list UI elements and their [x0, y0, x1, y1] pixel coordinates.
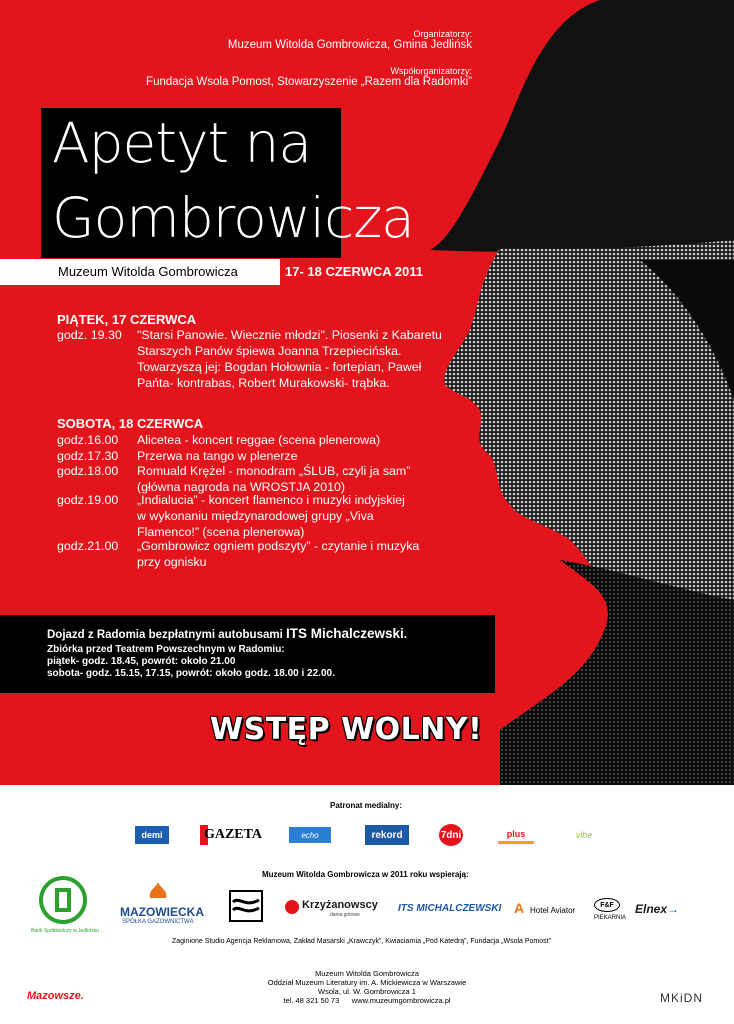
saturday-desc: [137, 432, 487, 448]
mazowsze-logo: Mazowsze.: [27, 990, 84, 1002]
footer-contact: [0, 996, 734, 1005]
saturday-desc-line: przy ognisku: [137, 555, 207, 569]
mazowiecka-flame-icon: [146, 880, 170, 900]
media-heading: Patronat medialny:: [330, 801, 403, 810]
transport-meeting: Zbiórka przed Teatrem Powszechnym w Radomiu:: [47, 644, 285, 655]
friday-desc-line: Pańta- kontrabas, Robert Murakowski- trąbka.: [137, 376, 390, 390]
other-sponsors: Zaginione Studio Agencja Reklamowa, Zakład Masarski „Krawczyk”, Kwiaciarnia „Pod Katedrą”, Fundacja „Wsola Pomost”: [172, 938, 551, 945]
piekarnia-name: PIEKARNIA: [594, 915, 627, 921]
footer-line: Wsola, ul. W. Gombrowicza 1: [318, 987, 416, 996]
friday-desc-line: Towarzyszą jej: Bogdan Hołownia - fortepian, Paweł: [137, 360, 422, 374]
bank-emblem-icon: [34, 874, 92, 926]
media-logo: rekord: [365, 825, 409, 845]
saturday-time: godz.17.30: [57, 449, 119, 463]
footer-line: Oddział Muzeum Literatury im. A. Mickiewicza w Warszawie: [267, 978, 467, 987]
wave-logo: [229, 890, 263, 922]
media-logo: echo: [289, 827, 331, 843]
event-dates: 17- 18 CZERWCA 2011: [285, 264, 424, 279]
saturday-time: godz.18.00: [57, 464, 119, 478]
piekarnia-emblem-icon: F&F: [594, 898, 620, 912]
friday-time: godz. 19.30: [57, 328, 122, 342]
saturday-desc-line: „Indialucia” - koncert flamenco i muzyki indyjskiej: [137, 493, 405, 507]
its-logo: ITS MICHALCZEWSKI: [398, 903, 502, 914]
media-logo: GAZETA: [200, 825, 258, 845]
krzyzanowscy-icon: [285, 900, 299, 914]
saturday-desc-line: Flamenco!” (scena plenerowa): [137, 525, 305, 539]
co-organizers-value: Fundacja Wsola Pomost, Stowarzyszenie „Razem dla Radomki”: [146, 76, 472, 88]
saturday-heading: SOBOTA, 18 CZERWCA: [57, 416, 204, 431]
transport-intro: Dojazd z Radomia bezpłatnymi autobusami ITS Michalczewski.: [47, 626, 407, 641]
friday-heading: PIĄTEK, 17 CZERWCA: [57, 312, 197, 327]
saturday-desc-line: Przerwa na tango w plenerze: [137, 449, 298, 463]
friday-desc: [137, 327, 487, 391]
footer-line: Muzeum Witolda Gombrowicza: [315, 969, 419, 978]
saturday-time: godz.21.00: [57, 539, 119, 553]
transport-company: ITS Michalczewski: [286, 626, 404, 641]
friday-desc-line: "Starsi Panowie. Wiecznie młodzi". Piosenki z Kabaretu: [137, 328, 442, 342]
saturday-desc: [137, 463, 487, 495]
saturday-desc-line: w wykonaniu międzynarodowej grupy „Viva: [137, 509, 374, 523]
title-line-2: Gombrowicza: [52, 186, 414, 250]
media-logo: vibe: [575, 830, 593, 840]
media-logo: demi: [135, 826, 169, 844]
transport-saturday: sobota- godz. 15.15, 17.15, powrót: około godz. 18.00 i 22.00.: [47, 668, 335, 679]
title-line-1: Apetyt na: [52, 111, 312, 175]
footer-address: [0, 969, 734, 1005]
friday-desc-line: Starszych Panów śpiewa Joanna Trzepiecińska.: [137, 344, 402, 358]
free-entry: WSTĘP WOLNY!: [210, 712, 483, 747]
saturday-desc-line: Romuald Krężel - monodram „ŚLUB, czyli ja sam”: [137, 464, 411, 478]
organizers-label: Organizatorzy:: [413, 29, 472, 39]
wave-icon: [231, 892, 261, 920]
organizers-value: Muzeum Witolda Gombrowicza, Gmina Jedlińsk: [227, 39, 472, 51]
elnex-name: Elnex: [635, 902, 668, 916]
saturday-desc-line: (główna nagroda na WROSTJA 2010): [137, 480, 345, 494]
footer-web: www.muzeumgombrowicza.pl: [351, 996, 451, 1005]
aviator-name: Hotel Aviator: [530, 906, 576, 915]
media-logo: 7dni: [439, 824, 463, 846]
saturday-desc: [137, 448, 487, 464]
co-organizers-label: Współorganizatorzy:: [390, 66, 472, 76]
saturday-desc-line: Alicetea - koncert reggae (scena plenerowa): [137, 433, 381, 447]
transport-friday: piątek- godz. 18.45, powrót: około 21.00: [47, 656, 236, 667]
transport-intro-text: Dojazd z Radomia bezpłatnymi autobusami: [47, 629, 283, 641]
krzyzanowscy-name: Krzyżanowscy: [302, 899, 378, 911]
mazowiecka-sub: SPÓŁKA GAZOWNICTWA: [122, 919, 194, 925]
elnex-logo: Elnex→: [635, 902, 680, 916]
bank-name: Bank Spółdzielczy w Jedlińsku: [31, 928, 99, 934]
media-logo: plus: [498, 826, 534, 844]
saturday-desc: [137, 492, 487, 540]
saturday-time: godz.19.00: [57, 493, 119, 507]
saturday-desc-line: „Gombrowicz ogniem podszyty” - czytanie i muzyka: [137, 539, 420, 553]
saturday-time: godz.16.00: [57, 433, 119, 447]
bank-logo: [34, 874, 92, 926]
krzyzanowscy-sub: dania gotowe: [330, 912, 360, 918]
mkidn-logo: MKiDN: [660, 991, 703, 1005]
aviator-icon: A: [513, 900, 525, 916]
subtitle-venue: Muzeum Witolda Gombrowicza: [58, 264, 238, 279]
footer-phone: tel. 48 321 50 73: [283, 996, 340, 1005]
sponsors-heading: Muzeum Witolda Gombrowicza w 2011 roku wspierają:: [262, 870, 469, 879]
saturday-desc: [137, 538, 487, 570]
mazowiecka-name: MAZOWIECKA: [120, 905, 204, 919]
